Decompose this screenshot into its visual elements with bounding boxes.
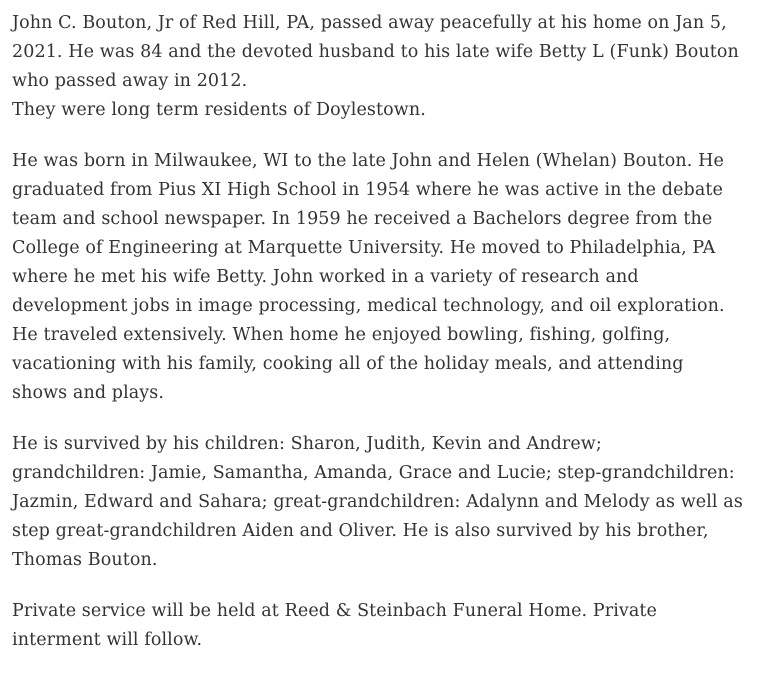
- obituary-text: [12, 9, 764, 677]
- text-line: John C. Bouton, Jr of Red Hill, PA, passed away peacefully at his home on Jan 5,: [12, 13, 727, 33]
- text-line: team and school newspaper. In 1959 he received a Bachelors degree from the: [12, 209, 713, 229]
- text-line: grandchildren: Jamie, Samantha, Amanda, Grace and Lucie; step-grandchildren:: [12, 463, 735, 483]
- text-line: Jazmin, Edward and Sahara; great-grandchildren: Adalynn and Melody as well as: [12, 492, 743, 512]
- paragraph-survivors: [12, 430, 764, 575]
- text-line: He was born in Milwaukee, WI to the late John and Helen (Whelan) Bouton. He: [12, 151, 724, 171]
- paragraph-biography: [12, 147, 764, 408]
- text-line: They were long term residents of Doylestown.: [12, 100, 426, 120]
- text-line: He traveled extensively. When home he enjoyed bowling, fishing, golfing,: [12, 325, 671, 345]
- text-line: who passed away in 2012.: [12, 71, 248, 91]
- text-line: College of Engineering at Marquette University. He moved to Philadelphia, PA: [12, 238, 716, 258]
- text-line: development jobs in image processing, medical technology, and oil exploration.: [12, 296, 725, 316]
- text-line: graduated from Pius XI High School in 1954 where he was active in the debate: [12, 180, 723, 200]
- paragraph-intro: [12, 9, 764, 125]
- text-line: Private service will be held at Reed & Steinbach Funeral Home. Private: [12, 601, 658, 621]
- text-line: shows and plays.: [12, 383, 165, 403]
- text-line: interment will follow.: [12, 630, 203, 650]
- text-line: 2021. He was 84 and the devoted husband to his late wife Betty L (Funk) Bouton: [12, 42, 739, 62]
- text-line: vacationing with his family, cooking all of the holiday meals, and attending: [12, 354, 684, 374]
- text-line: Thomas Bouton.: [12, 550, 158, 570]
- text-line: where he met his wife Betty. John worked in a variety of research and: [12, 267, 639, 287]
- text-line: He is survived by his children: Sharon, Judith, Kevin and Andrew;: [12, 434, 602, 454]
- paragraph-service: [12, 597, 764, 655]
- text-line: step great-grandchildren Aiden and Oliver. He is also survived by his brother,: [12, 521, 709, 541]
